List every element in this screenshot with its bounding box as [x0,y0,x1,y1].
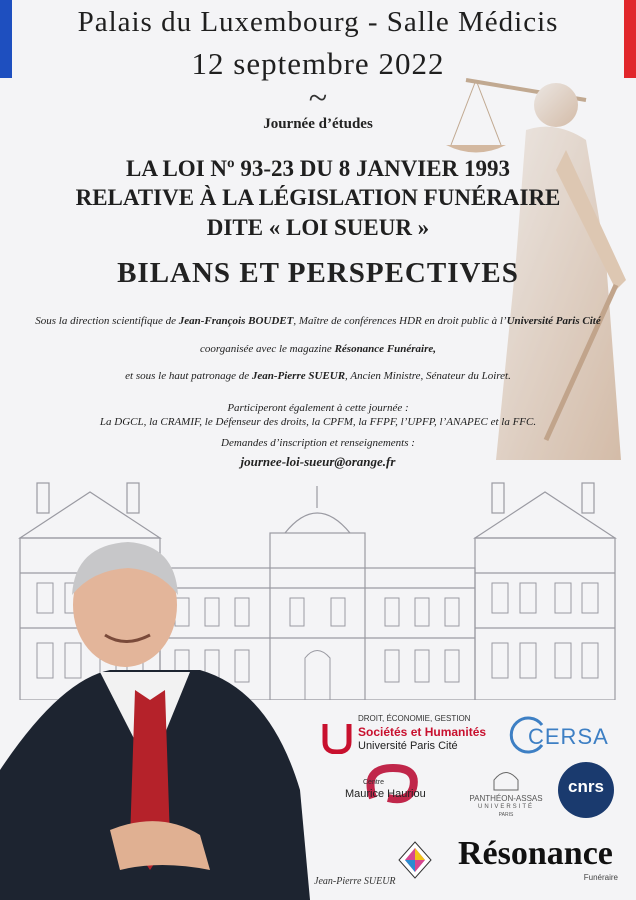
pa-line1: PANTHÉON-ASSAS [469,794,543,803]
pa-line2: UNIVERSITÉ [477,804,534,810]
pa-line3: PARIS [498,812,514,818]
venue-title: Palais du Luxembourg - Salle Médicis [77,6,559,38]
logo-cersa [506,715,621,755]
title-line-3: DITE « LOI SUEUR » [206,215,430,240]
shs-line1: DROIT, ÉCONOMIE, GESTION [358,714,471,723]
coorganizer-prefix: coorganisée avec le magazine [199,343,335,355]
resonance-sub: Funéraire [583,873,618,882]
registration-label: Demandes d’inscription et renseignements : [221,437,415,449]
mh-line2: Maurice Hauriou [345,788,426,800]
director-name: Jean-François BOUDET [178,315,294,327]
director-title: , Maître de conférences HDR en droit public à l’ [293,315,507,327]
resonance-label: Résonance [458,835,613,872]
pantheon-dome-icon [491,765,521,791]
logo-maurice-hauriou [343,763,443,813]
photo-caption: Jean-Pierre SUEUR [314,876,396,887]
title-line-1: LA LOI Nº 93-23 DU 8 JANVIER 1993 [126,156,510,181]
participants-list: La DGCL, la CRAMIF, le Défenseur des droits, la CPFM, la FFPF, l’UPFP, l’ANAPEC et la FFC. [99,416,537,428]
direction-line [0,315,636,327]
shs-line2: Sociétés et Humanités [358,725,487,739]
u-paris-cite-icon [322,720,352,754]
logo-resonance-funeraire [458,835,618,887]
shs-line3: Université Paris Cité [358,740,458,752]
portrait-photo [0,540,310,900]
logo-pantheon-assas [466,765,546,820]
event-type: Journée d’études [263,116,373,132]
event-subtitle: BILANS ET PERSPECTIVES [117,257,519,289]
university-name: Université Paris Cité [506,315,601,327]
patron-title: , Ancien Ministre, Sénateur du Loiret. [345,370,511,382]
cersa-label: CERSA [528,724,609,749]
cnrs-label: cnrs [568,777,604,796]
participants-intro: Participeront également à cette journée : [227,402,409,414]
magazine-name: Résonance Funéraire, [334,343,437,355]
diamond-emblem-icon [395,838,435,882]
patronage-prefix: et sous le haut patronage de [125,370,252,382]
logo-societes-humanites [322,712,492,757]
mh-line1: Centre [363,779,385,786]
logo-cnrs [558,762,614,818]
direction-prefix: Sous la direction scientifique de [35,315,179,327]
patronage-line [0,370,636,382]
contact-email-link[interactable]: journee-loi-sueur@orange.fr [240,454,396,469]
event-date: 12 septembre 2022 [191,46,445,81]
coorganizer-line [0,343,636,355]
patron-name: Jean-Pierre SUEUR [251,370,346,382]
title-line-2: RELATIVE À LA LÉGISLATION FUNÉRAIRE [75,185,561,210]
ornament-tilde: ~ [308,80,328,117]
